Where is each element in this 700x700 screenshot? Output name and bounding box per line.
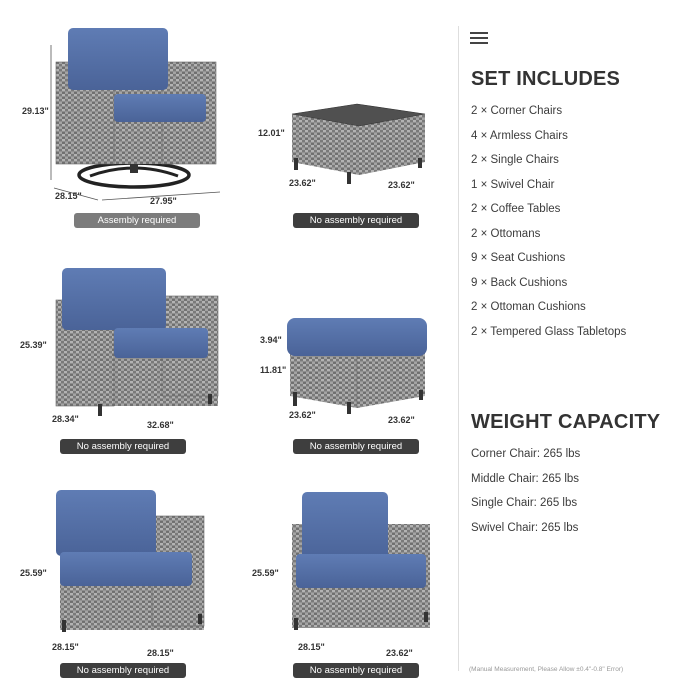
armless-height: 25.59": [252, 568, 279, 578]
table-assembly-badge: No assembly required: [293, 213, 419, 228]
corner-assembly-badge: No assembly required: [60, 663, 186, 678]
list-item: 2 × Ottomans: [471, 228, 541, 240]
coffee-table-image: [287, 100, 432, 190]
ottoman-width: 23.62": [388, 415, 415, 425]
corner-chair-image: [52, 488, 210, 638]
single-height: 25.39": [20, 340, 47, 350]
list-item: 2 × Tempered Glass Tabletops: [471, 326, 627, 338]
ottoman-assembly-badge: No assembly required: [293, 439, 419, 454]
table-height: 12.01": [258, 128, 285, 138]
corner-depth: 28.15": [52, 642, 79, 652]
ottoman-depth: 23.62": [289, 410, 316, 420]
single-assembly-badge: No assembly required: [60, 439, 186, 454]
list-item: 4 × Armless Chairs: [471, 130, 568, 142]
armless-depth: 28.15": [298, 642, 325, 652]
list-item: 1 × Swivel Chair: [471, 179, 555, 191]
swivel-assembly-badge: Assembly required: [74, 213, 200, 228]
single-width: 32.68": [147, 420, 174, 430]
list-item: Corner Chair: 265 lbs: [471, 448, 581, 460]
measurement-footnote: (Manual Measurement, Please Allow ±0.4"-0.8" Error): [469, 666, 624, 673]
list-item: 9 × Seat Cushions: [471, 252, 566, 264]
ottoman-cushion-height: 3.94": [260, 335, 282, 345]
swivel-width: 27.95": [150, 196, 177, 206]
swivel-depth: 28.15": [55, 191, 82, 201]
list-item: 2 × Ottoman Cushions: [471, 301, 586, 313]
table-depth: 23.62": [289, 178, 316, 188]
ottoman-image: [285, 314, 433, 414]
list-item: Middle Chair: 265 lbs: [471, 473, 580, 485]
list-item: Swivel Chair: 265 lbs: [471, 522, 579, 534]
menu-icon: [470, 32, 488, 44]
list-item: 2 × Corner Chairs: [471, 105, 563, 117]
armless-assembly-badge: No assembly required: [293, 663, 419, 678]
list-item: 9 × Back Cushions: [471, 277, 568, 289]
table-width: 23.62": [388, 180, 415, 190]
armless-width: 23.62": [386, 648, 413, 658]
column-divider: [458, 26, 459, 671]
list-item: 2 × Single Chairs: [471, 154, 559, 166]
swivel-height: 29.13": [22, 106, 49, 116]
single-chair-image: [52, 266, 224, 421]
ottoman-height: 11.81": [260, 365, 287, 375]
armless-chair-image: [284, 490, 434, 635]
corner-width: 28.15": [147, 648, 174, 658]
set-includes-heading: SET INCLUDES: [471, 68, 621, 90]
single-depth: 28.34": [52, 414, 79, 424]
weight-capacity-heading: WEIGHT CAPACITY: [471, 411, 661, 433]
list-item: 2 × Coffee Tables: [471, 203, 561, 215]
list-item: Single Chair: 265 lbs: [471, 497, 578, 509]
corner-height: 25.59": [20, 568, 47, 578]
